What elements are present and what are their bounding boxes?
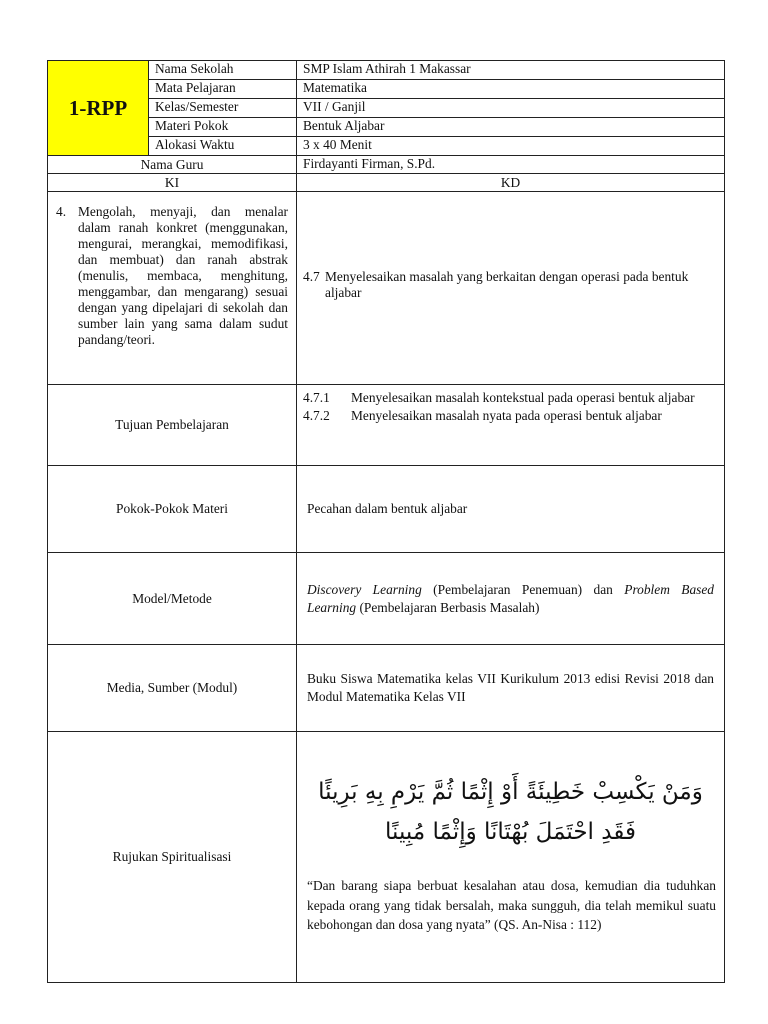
rujukan-label: Rujukan Spiritualisasi: [48, 732, 297, 983]
method-discovery-desc: (Pembelajaran Penemuan) dan: [421, 581, 625, 597]
ki-number: 4.: [56, 204, 67, 219]
label-nama-guru: Nama Guru: [48, 156, 297, 174]
verse-translation: “Dan barang siapa berbuat kesalahan atau dosa, kemudian dia tuduhkan kepada orang yang tidak bersalah, maka sungguh, dia telah memikul suatu kebohongan dan dosa yang nyata” (QS. An-Nisa : 112): [307, 878, 716, 933]
ki-text: Mengolah, menyaji, dan menalar dalam ranah konkret (menggunakan, mengurai, merangkai, memodifikasi, dan membuat) dan ranah abstrak (menulis, membaca, menghitung, menggambar, dan mengarang) sesuai dengan yang dipelajari di sekolah dan sumber lain yang sama dalam sudut pandang/teori.: [78, 204, 288, 347]
label-mata-pelajaran: Mata Pelajaran: [149, 80, 297, 99]
model-cell: [297, 553, 725, 645]
value-nama-sekolah: SMP Islam Athirah 1 Makassar: [297, 61, 725, 80]
ki-header: KI: [48, 174, 297, 192]
tujuan-item-text: Menyelesaikan masalah kontekstual pada operasi bentuk aljabar: [351, 390, 695, 405]
tujuan-item: [303, 408, 716, 424]
label-materi-pokok: Materi Pokok: [149, 118, 297, 137]
value-alokasi-waktu: 3 x 40 Menit: [297, 137, 725, 156]
kd-header: KD: [297, 174, 725, 192]
rpp-badge: 1-RPP: [48, 61, 149, 156]
method-pbl-desc: (Pembelajaran Berbasis Masalah): [356, 599, 540, 615]
pokok-cell: [297, 466, 725, 553]
method-discovery: Discovery Learning: [307, 581, 422, 597]
media-value: Buku Siswa Matematika kelas VII Kurikulum 2013 edisi Revisi 2018 dan Modul Matematika Kelas VII: [307, 671, 714, 704]
tujuan-item-text: Menyelesaikan masalah nyata pada operasi bentuk aljabar: [351, 408, 662, 423]
tujuan-cell: [297, 385, 725, 466]
pokok-value: Pecahan dalam bentuk aljabar: [307, 501, 468, 516]
value-mata-pelajaran: Matematika: [297, 80, 725, 99]
kd-text: Menyelesaikan masalah yang berkaitan dengan operasi pada bentuk aljabar: [325, 269, 689, 300]
label-alokasi-waktu: Alokasi Waktu: [149, 137, 297, 156]
value-nama-guru: Firdayanti Firman, S.Pd.: [297, 156, 725, 174]
tujuan-label: Tujuan Pembelajaran: [48, 385, 297, 466]
kd-number: 4.7: [303, 269, 320, 284]
tujuan-item: [303, 390, 716, 406]
media-label: Media, Sumber (Modul): [48, 645, 297, 732]
label-kelas-semester: Kelas/Semester: [149, 99, 297, 118]
arabic-verse: وَمَنْ يَكْسِبْ خَطِيئَةً أَوْ إِثْمًا ثُمَّ يَرْمِ بِهِ بَرِيئًا فَقَدِ احْتَمَلَ بُهْتَانًا وَإِثْمًا مُبِينًا: [318, 779, 703, 845]
pokok-label: Pokok-Pokok Materi: [48, 466, 297, 553]
value-kelas-semester: VII / Ganjil: [297, 99, 725, 118]
method-pbl: Problem Based Learning: [307, 581, 715, 615]
label-nama-sekolah: Nama Sekolah: [149, 61, 297, 80]
ki-cell: [48, 192, 297, 385]
model-label: Model/Metode: [48, 553, 297, 645]
ki-text-block: [48, 192, 296, 348]
rujukan-cell: [297, 732, 725, 983]
tujuan-item-number: 4.7.2: [303, 408, 330, 423]
rpp-table: [47, 60, 725, 983]
media-cell: [297, 645, 725, 732]
model-text: [297, 581, 724, 617]
tujuan-item-number: 4.7.1: [303, 390, 330, 405]
kd-cell: [297, 192, 725, 385]
value-materi-pokok: Bentuk Aljabar: [297, 118, 725, 137]
